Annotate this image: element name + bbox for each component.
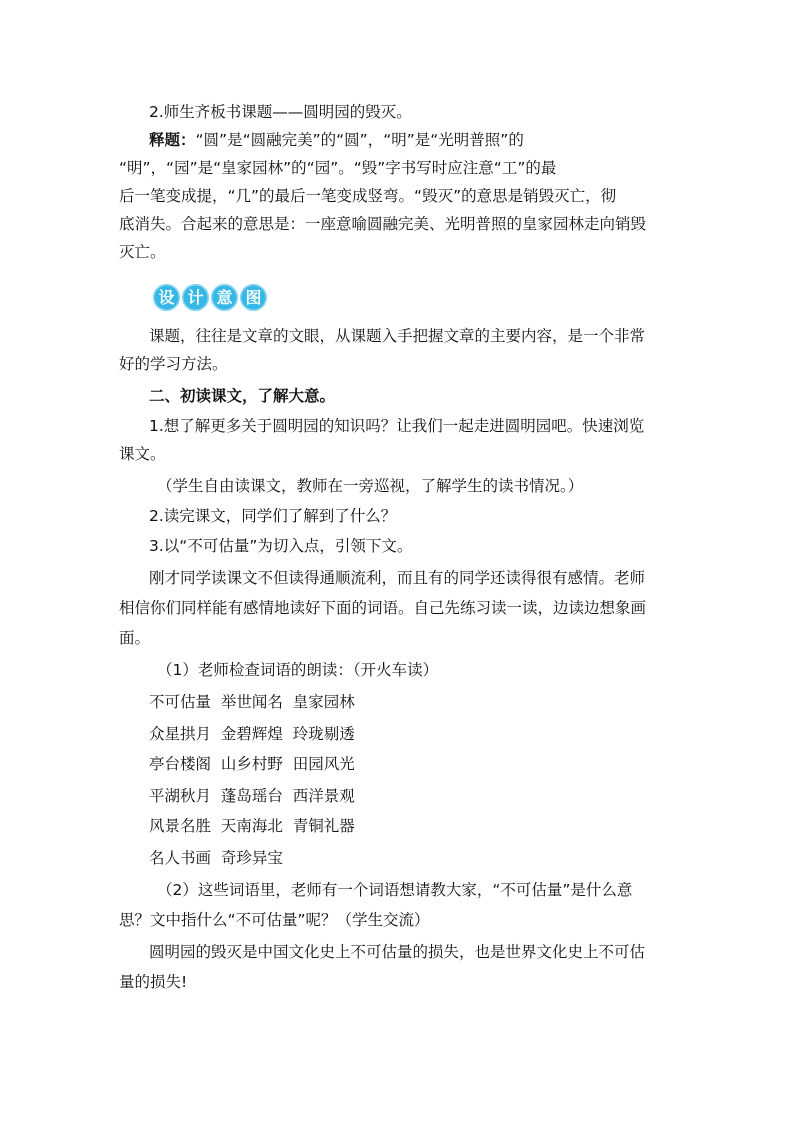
explain-text-4: 底消失。合起来的意思是：一座意喻圆融完美、光明普照的皇家园林走向销毁 — [119, 215, 647, 233]
question-2-line-2: 思？文中指什么“不可估量”呢？（学生交流） — [119, 911, 430, 929]
step-1-line-1: 1.想了解更多关于圆明园的知识吗？让我们一起走进圆明园吧。快速浏览 — [149, 417, 645, 435]
explain-text-2: “明”，“园”是“皇家园林”的“园”。“毁”字书写时应注意“工”的最 — [119, 159, 557, 177]
badge-char-1: 设 — [153, 284, 180, 311]
explain-label: 释题： — [149, 131, 196, 149]
design-text-2: 好的学习方法。 — [119, 355, 228, 373]
badge-char-4: 图 — [240, 284, 267, 311]
paragraph-board-title — [149, 102, 412, 122]
board-title-text: 2.师生齐板书课题——圆明园的毁灭。 — [149, 103, 412, 121]
question-1: （1）老师检查词语的朗读：（开火车读） — [157, 661, 439, 679]
word-row-4: 平湖秋月 蓬岛瑶台 西洋景观 — [149, 787, 355, 805]
explain-text-3: 后一笔变成提，“几”的最后一笔变成竖弯。“毁灭”的意思是销毁灭亡，彻 — [119, 187, 617, 205]
word-row-2: 众星拱月 金碧辉煌 玲珑剔透 — [149, 725, 355, 743]
conclusion-line-1: 圆明园的毁灭是中国文化史上不可估量的损失，也是世界文化史上不可估 — [149, 943, 646, 961]
intro-paragraph-1: 刚才同学读课文不但读得通顺流利，而且有的同学还读得很有感情。老师 — [149, 569, 646, 587]
section-heading: 二、初读课文，了解大意。 — [149, 387, 336, 405]
design-text-1: 课题，往往是文章的文眼，从课题入手把握文章的主要内容，是一个非常 — [149, 327, 646, 345]
intro-paragraph-3: 面。 — [119, 629, 151, 647]
paragraph-explain-title — [149, 130, 524, 150]
intro-paragraph-2: 相信你们同样能有感情地读好下面的词语。自己先练习读一读，边读边想象画 — [119, 599, 647, 617]
step-3: 3.以“不可估量”为切入点，引领下文。 — [149, 537, 413, 555]
word-row-5: 风景名胜 天南海北 青铜礼器 — [149, 817, 355, 835]
step-1-line-2: 课文。 — [119, 445, 166, 463]
word-row-1: 不可估量 举世闻名 皇家园林 — [149, 693, 355, 711]
badge-char-2: 计 — [182, 284, 209, 311]
conclusion-line-2: 量的损失! — [119, 973, 188, 991]
step-1-note: （学生自由读课文，教师在一旁巡视，了解学生的读书情况。） — [157, 477, 584, 495]
question-2-line-1: （2）这些词语里，老师有一个词语想请教大家，“不可估量”是什么意 — [157, 881, 633, 899]
design-intent-badge — [153, 284, 267, 311]
word-row-6: 名人书画 奇珍异宝 — [149, 849, 283, 867]
word-row-3: 亭台楼阁 山乡村野 田园风光 — [149, 755, 355, 773]
explain-text-1: “圆”是“圆融完美”的“圆”，“明”是“光明普照”的 — [195, 131, 524, 149]
step-2: 2.读完课文，同学们了解到了什么？ — [149, 507, 397, 525]
explain-text-5: 灭亡。 — [119, 243, 166, 261]
badge-char-3: 意 — [211, 284, 238, 311]
